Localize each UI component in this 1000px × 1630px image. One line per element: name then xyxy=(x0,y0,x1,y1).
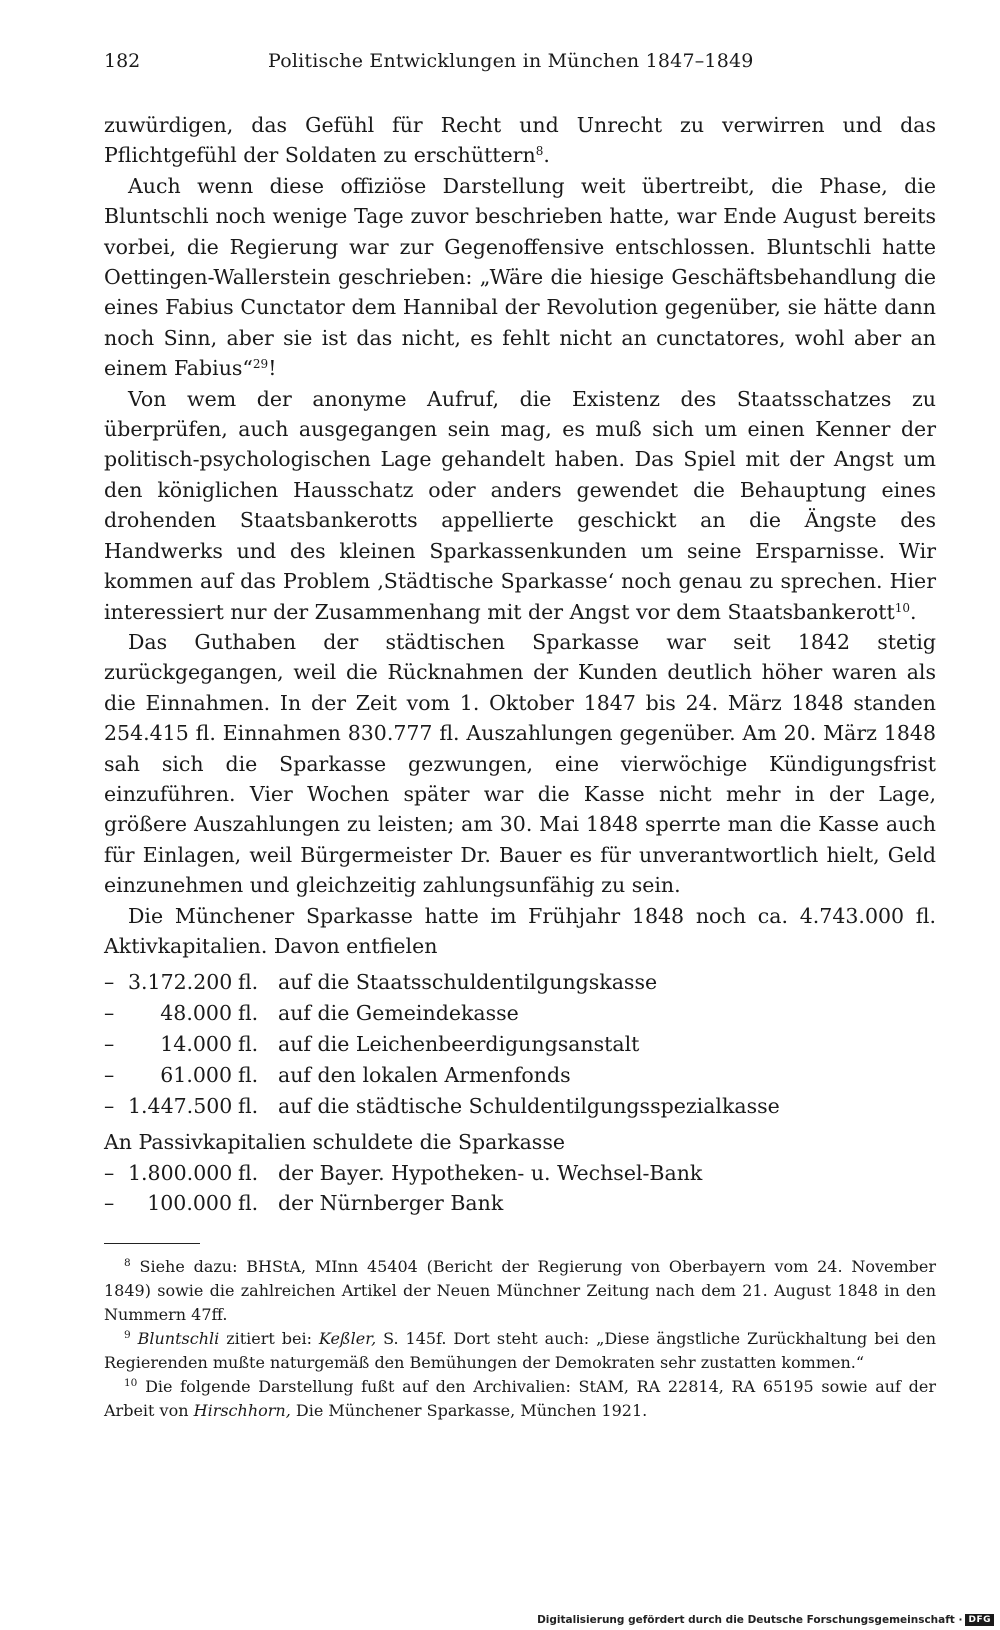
footnote-10: $^{10}$ Die folgende Darstellung fußt auf den Archivalien: StAM, RA 22814, RA 65195 sowie auf der Arbeit von Hirschhorn, Die Münchener Sparkasse, München 1921. xyxy=(104,1377,936,1420)
list-item: – 3.172.200 fl. auf die Staatsschuldentilgungskasse xyxy=(104,970,658,995)
digitization-credit xyxy=(537,1614,994,1626)
main-text xyxy=(104,110,936,1219)
aktiv-list xyxy=(104,967,936,1121)
footnote-8: $^8$ Siehe dazu: BHStA, MInn 45404 (Bericht der Regierung von Oberbayern vom 24. November 1849) sowie die zahlreichen Artikel der Neuen Münchner Zeitung nach dem 21. August 1848 in den Nummern 47ff. xyxy=(104,1257,936,1324)
footnote-ref-8[interactable]: 8 xyxy=(535,144,544,159)
paragraph-5: Die Münchener Sparkasse hatte im Frühjahr 1848 noch ca. 4.743.000 fl. Aktivkapitalien. Davon entfielen xyxy=(104,903,936,958)
list-item: – 1.447.500 fl. auf die städtische Schuldentilgungsspezialkasse xyxy=(104,1093,780,1118)
paragraph-2: Auch wenn diese offiziöse Darstellung weit übertreibt, die Phase, die Bluntschli noch wenige Tage zuvor beschrieben hatte, war Ende August bereits vorbei, die Regierung war zur Gegenoffensive entschlossen. Bluntschli hatte Oettingen-Wallerstein geschrieben: „Wäre die hiesige Geschäftsbehandlung die eines Fabius Cunctator dem Hannibal der Revolution gegenüber, sie hätte dann noch Sinn, aber sie ist das nicht, es fehlt nicht an cunctatores, wohl aber an einem Fabius“$^{29}$! xyxy=(104,173,936,381)
footnote-ref-10[interactable]: 10 xyxy=(894,600,910,615)
running-title: Politische Entwicklungen in München 1847–1849 xyxy=(268,50,754,72)
footnote-ref-29[interactable]: 29 xyxy=(252,357,269,372)
list-item: – 100.000 fl. der Nürnberger Bank xyxy=(104,1191,504,1216)
list-item: – 14.000 fl. auf die Leichenbeerdigungsanstalt xyxy=(104,1031,640,1056)
footnote-9: $^9$ Bluntschli zitiert bei: Keßler, S. 145f. Dort steht auch: „Diese ängstliche Zurückhaltung bei den Regierenden mußte naturgemäß den Bemühungen der Demokraten sehr zustatten kommen.“ xyxy=(104,1329,936,1372)
page-number: 182 xyxy=(104,50,141,72)
footnotes xyxy=(104,1255,936,1423)
paragraph-3: Von wem der anonyme Aufruf, die Existenz des Staatsschatzes zu überprüfen, auch ausgegangen sein mag, es muß sich um einen Kenner der politisch-psychologischen Lage gehandelt haben. Das Spiel mit der Angst um den königlichen Hausschatz oder anders gewendet die Behauptung eines drohenden Staatsbankerotts appellierte geschickt an die Ängste des Handwerks und des kleinen Sparkassenkunden um seine Ersparnisse. Wir kommen auf das Problem ‚Städtische Sparkasse‘ noch genau zu sprechen. Hier interessiert nur der Zusammenhang mit der Angst vor dem Staatsbankerott$^{10}$. xyxy=(104,386,936,624)
passiv-list xyxy=(104,1158,936,1219)
dfg-logo-icon: DFG xyxy=(965,1614,994,1626)
paragraph-1: zuwürdigen, das Gefühl für Recht und Unrecht zu verwirren und das Pflichtgefühl der Soldaten zu erschüttern$^8$. xyxy=(104,113,936,168)
paragraph-4: Das Guthaben der städtischen Sparkasse war seit 1842 stetig zurückgegangen, weil die Rücknahmen der Kunden deutlich höher waren als die Einnahmen. In der Zeit vom 1. Oktober 1847 bis 24. März 1848 standen 254.415 fl. Einnahmen 830.777 fl. Auszahlungen gegenüber. Am 20. März 1848 sah sich die Sparkasse gezwungen, eine vierwöchige Kündigungsfrist einzuführen. Vier Wochen später war die Kasse nicht mehr in der Lage, größere Auszahlungen zu leisten; am 30. Mai 1848 sperrte man die Kasse auch für Einlagen, weil Bürgermeister Dr. Bauer es für unverantwortlich hielt, Geld einzunehmen und gleichzeitig zahlungsunfähig zu sein. xyxy=(104,629,936,898)
paragraph-6: An Passivkapitalien schuldete die Sparkasse xyxy=(104,1130,565,1155)
list-item: – 61.000 fl. auf den lokalen Armenfonds xyxy=(104,1062,571,1087)
credit-text: Digitalisierung gefördert durch die Deutsche Forschungsgemeinschaft · xyxy=(537,1614,963,1626)
list-item: – 1.800.000 fl. der Bayer. Hypotheken- u. Wechsel-Bank xyxy=(104,1160,703,1185)
footnote-divider xyxy=(104,1243,200,1244)
list-item: – 48.000 fl. auf die Gemeindekasse xyxy=(104,1001,519,1026)
